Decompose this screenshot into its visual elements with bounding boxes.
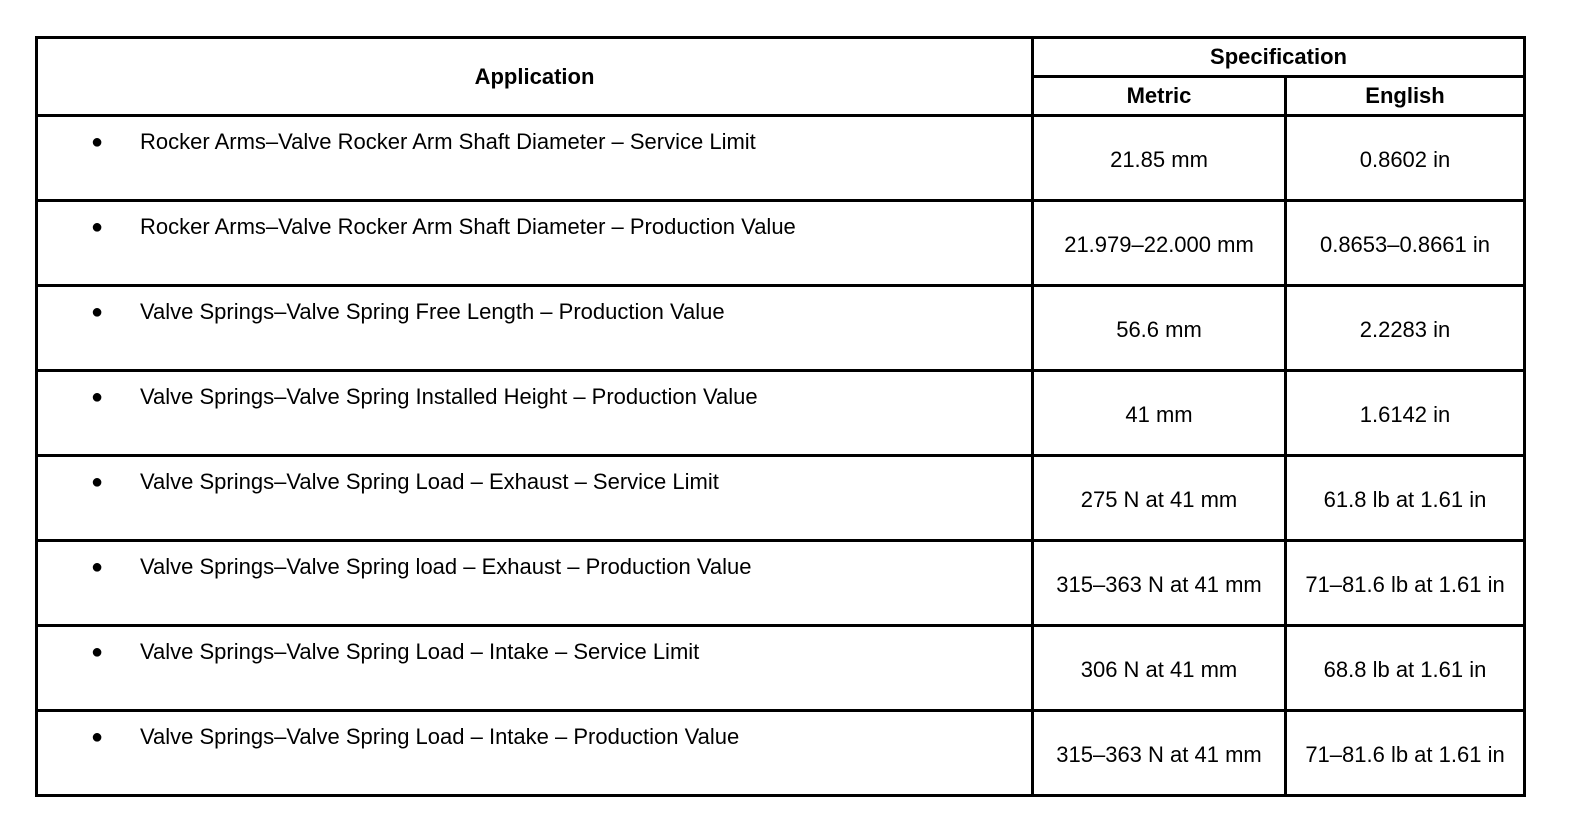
table-row	[37, 201, 1525, 286]
application-header: Application	[37, 38, 1033, 116]
application-text: Valve Springs–Valve Spring Installed Height – Production Value	[140, 384, 758, 409]
application-text: Valve Springs–Valve Spring load – Exhaust – Production Value	[140, 554, 752, 579]
english-header: English	[1286, 77, 1525, 116]
english-value: 71–81.6 lb at 1.61 in	[1286, 711, 1525, 796]
table-row	[37, 541, 1525, 626]
application-text: Valve Springs–Valve Spring Load – Intake – Production Value	[140, 724, 740, 749]
metric-value: 306 N at 41 mm	[1033, 626, 1286, 711]
metric-value: 41 mm	[1033, 371, 1286, 456]
bullet-icon: ●	[91, 726, 104, 748]
application-cell	[37, 286, 1033, 371]
metric-value: 315–363 N at 41 mm	[1033, 711, 1286, 796]
application-text: Rocker Arms–Valve Rocker Arm Shaft Diameter – Service Limit	[140, 129, 756, 154]
table-row	[37, 711, 1525, 796]
specification-table	[35, 36, 1526, 797]
english-value: 0.8653–0.8661 in	[1286, 201, 1525, 286]
metric-value: 21.979–22.000 mm	[1033, 201, 1286, 286]
english-value: 68.8 lb at 1.61 in	[1286, 626, 1525, 711]
header-row	[37, 38, 1525, 77]
application-text: Valve Springs–Valve Spring Load – Exhaust – Service Limit	[140, 469, 719, 494]
table-row	[37, 626, 1525, 711]
metric-value: 315–363 N at 41 mm	[1033, 541, 1286, 626]
english-value: 0.8602 in	[1286, 116, 1525, 201]
english-value: 71–81.6 lb at 1.61 in	[1286, 541, 1525, 626]
specification-header: Specification	[1033, 38, 1525, 77]
application-text: Valve Springs–Valve Spring Free Length – Production Value	[140, 299, 725, 324]
english-value: 1.6142 in	[1286, 371, 1525, 456]
application-cell	[37, 711, 1033, 796]
metric-value: 56.6 mm	[1033, 286, 1286, 371]
bullet-icon: ●	[91, 556, 104, 578]
bullet-icon: ●	[91, 301, 104, 323]
bullet-icon: ●	[91, 386, 104, 408]
metric-value: 275 N at 41 mm	[1033, 456, 1286, 541]
table-row	[37, 371, 1525, 456]
application-cell	[37, 116, 1033, 201]
metric-value: 21.85 mm	[1033, 116, 1286, 201]
table-row	[37, 116, 1525, 201]
bullet-icon: ●	[91, 641, 104, 663]
application-text: Rocker Arms–Valve Rocker Arm Shaft Diameter – Production Value	[140, 214, 796, 239]
application-cell	[37, 201, 1033, 286]
bullet-icon: ●	[91, 471, 104, 493]
bullet-icon: ●	[91, 131, 104, 153]
application-cell	[37, 456, 1033, 541]
application-text: Valve Springs–Valve Spring Load – Intake – Service Limit	[140, 639, 700, 664]
table-row	[37, 286, 1525, 371]
bullet-icon: ●	[91, 216, 104, 238]
application-cell	[37, 371, 1033, 456]
metric-header: Metric	[1033, 77, 1286, 116]
english-value: 2.2283 in	[1286, 286, 1525, 371]
application-cell	[37, 541, 1033, 626]
table-row	[37, 456, 1525, 541]
english-value: 61.8 lb at 1.61 in	[1286, 456, 1525, 541]
application-cell	[37, 626, 1033, 711]
